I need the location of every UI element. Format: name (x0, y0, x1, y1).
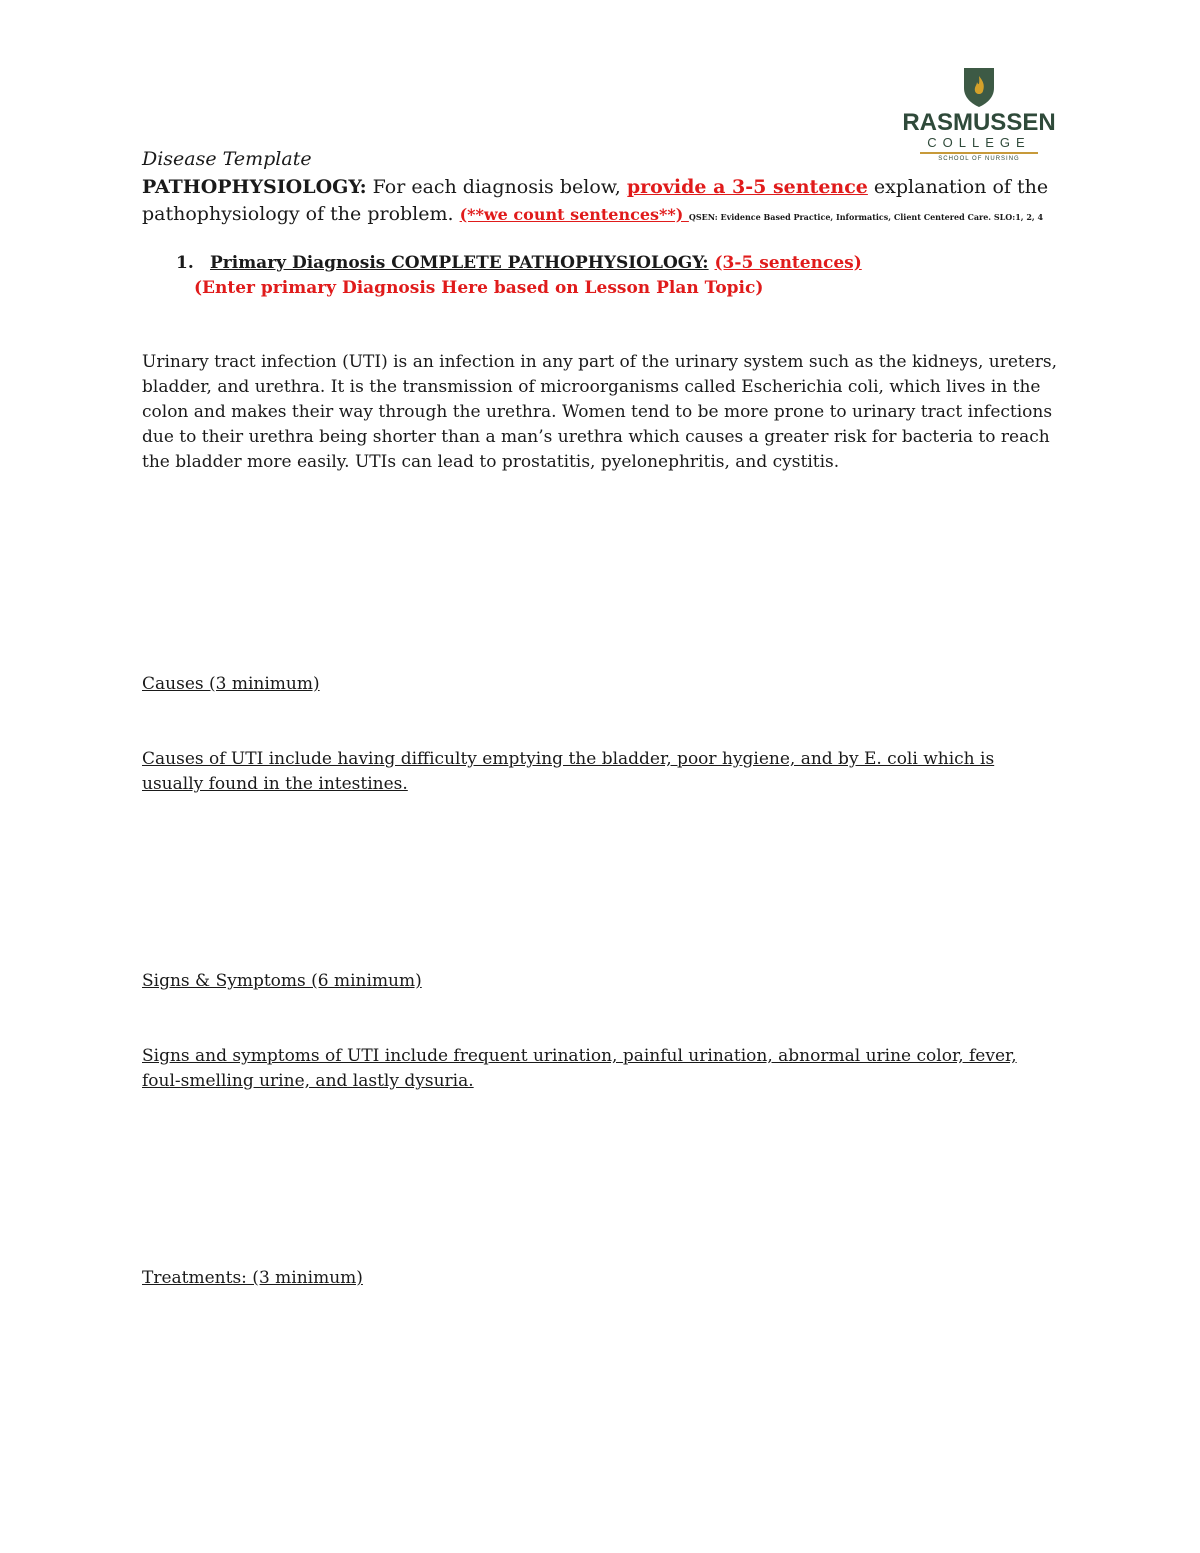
intro-text-after: explanation of the pathophysiology of the problem. (142, 176, 1049, 225)
logo-school: SCHOOL OF NURSING (938, 156, 1020, 162)
logo-name: RASMUSSEN (902, 109, 1056, 136)
primary-diagnosis-item (176, 251, 862, 276)
causes-text: Causes of UTI include having difficulty emptying the bladder, poor hygiene, and by E. coli which is usually found in the intestines. (142, 749, 995, 794)
shield-flame-icon (962, 66, 996, 108)
logo-college: COLLEGE (920, 136, 1038, 154)
causes-heading: Causes (3 minimum) (142, 674, 320, 694)
list-number: 1. (176, 253, 194, 273)
intro-highlight: provide a 3-5 sentence (626, 176, 868, 198)
rasmussen-logo (898, 66, 1060, 170)
count-note: (**we count sentences**) (459, 205, 689, 224)
intro-text-before: For each diagnosis below, (366, 176, 627, 198)
pathophysiology-paragraph: Urinary tract infection (UTI) is an infection in any part of the urinary system such as the kidneys, ureters, bladder, and urethra. It is the transmission of microorganisms called Escherichia coli, which lives in the colon and makes their way through the urethra. Women tend to be more prone to urinary tract infections due to their urethra being shorter than a man’s urethra which causes a greater risk for bacteria to reach the bladder more easily. UTIs can lead to prostatitis, pyelonephritis, and cystitis. (142, 352, 1058, 472)
treatments-heading: Treatments: (3 minimum) (142, 1268, 363, 1288)
intro-paragraph (142, 174, 1062, 231)
qsen-note: QSEN: Evidence Based Practice, Informatics, Client Centered Care. SLO:1, 2, 4 (688, 212, 1044, 222)
primary-diagnosis-label: Primary Diagnosis COMPLETE PATHOPHYSIOLOGY: (210, 253, 709, 273)
primary-diagnosis-sub-note: (Enter primary Diagnosis Here based on Lesson Plan Topic) (194, 278, 764, 298)
document-title: Disease Template (142, 148, 312, 170)
signs-text: Signs and symptoms of UTI include frequent urination, painful urination, abnormal urine color, fever, foul-smelling urine, and lastly dysuria. (142, 1046, 1017, 1091)
signs-heading: Signs & Symptoms (6 minimum) (142, 971, 422, 991)
intro-label: PATHOPHYSIOLOGY: (142, 176, 367, 198)
sentences-note: (3-5 sentences) (714, 253, 862, 273)
